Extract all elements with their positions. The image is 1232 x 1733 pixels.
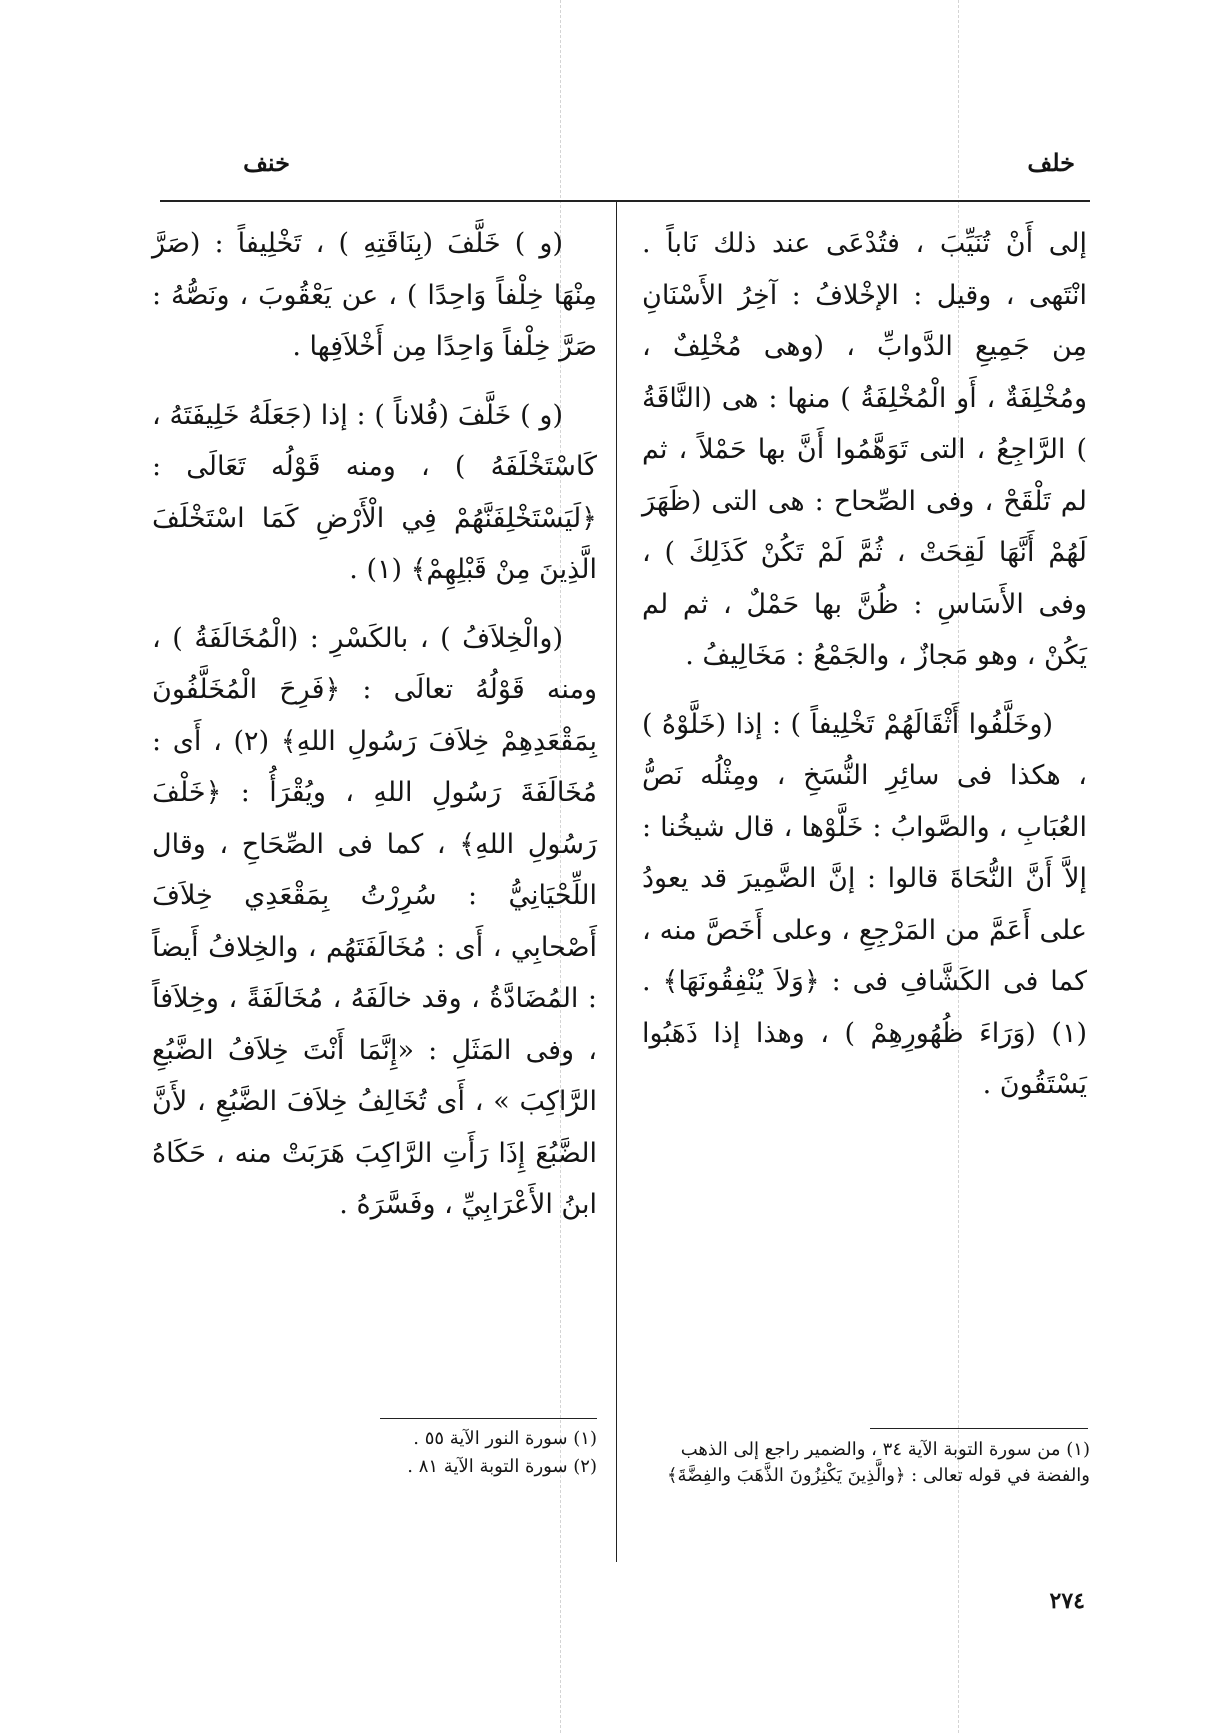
right-column xyxy=(642,218,1087,1128)
header-rule xyxy=(160,200,1090,202)
paragraph: (والْخِلاَفُ ) ، بالكَسْرِ : (الْمُخَالَفَةُ ) ، ومنه قَوْلُهُ تعالَى : ﴿فَرِحَ الْمُخَلَّفُونَ بِمَقْعَدِهِمْ خِلاَفَ رَسُولِ اللهِ﴾ (٢) ، أَى : مُخَالَفَةَ رَسُولِ اللهِ ، ويُقْرَأُ : ﴿خَلْفَ رَسُولِ اللهِ﴾ ، كما فى الصِّحَاحِ ، وقال اللِّحْيَانِيُّ : سُرِرْتُ بِمَقْعَدِي خِلاَفَ أَصْحابِي ، أَى : مُخَالَفَتَهُم ، والخِلافُ أَيضاً : المُضَادَّةُ ، وقد خالَفَهُ ، مُخَالَفَةً ، وخِلاَفاً ، وفى المَثَلِ : «إِنَّمَا أَنْتَ خِلاَفُ الضَّبُعِ الرَّاكِبَ » ، أَى تُخَالِفُ خِلاَفَ الضَّبُعِ ، لأَنَّ الضَّبُعَ إِذَا رَأَتِ الرَّاكِبَ هَرَبَتْ منه ، حَكَاهُ ابنُ الأَعْرَابِيِّ ، وفَسَّرَهُ . xyxy=(152,622,598,1220)
running-head-left: خنف xyxy=(243,148,290,177)
footnotes-right xyxy=(650,1437,1090,1491)
footnote-rule-right xyxy=(870,1428,1088,1429)
footnote-rule-left xyxy=(380,1418,597,1419)
footnotes-left xyxy=(340,1426,597,1482)
footnote: (١) من سورة التوبة الآية ٣٤ ، والضمير راجع إلى الذهب والفضة في قوله تعالى : ﴿والَّذِينَ يَكْنِزُونَ الذَّهَبَ والفِضَّةَ﴾ xyxy=(667,1439,1090,1486)
page-number: ٢٧٤ xyxy=(1049,1588,1085,1614)
paragraph: (وخَلَّفُوا أَثْقَالَهُمْ تَخْلِيفاً ) : إذا (خَلَّوْهُ ) ، هكذا فى سائِرِ النُّسَخِ ، ومِثْلُه نَصُّ العُبَابِ ، والصَّوابُ : خَلَّوْها ، قال شيخُنا : إلاَّ أَنَّ النُّحَاةَ قالوا : إنَّ الضَّمِيرَ قد يعودُ على أَعَمَّ من المَرْجِعِ ، وعلى أَخَصَّ منه ، كما فى الكَشَّافِ فى : ﴿وَلاَ يُنْفِقُونَهَا﴾ . (١) (وَرَاءَ ظُهُورِهِمْ ) ، وهذا إذا ذَهَبُوا يَسْتَقُونَ . xyxy=(642,708,1087,1100)
footnote: (٢) سورة التوبة الآية ٨١ . xyxy=(407,1456,597,1477)
paragraph: (و ) خَلَّفَ (فُلاناً ) : إذا (جَعَلَهُ خَلِيفَتَهُ ، كَاسْتَخْلَفَهُ ) ، ومنه قَوْلُه تَعَالَى : ﴿لَيَسْتَخْلِفَنَّهُمْ فِي الْأَرْضِ كَمَا اسْتَخْلَفَ الَّذِينَ مِنْ قَبْلِهِمْ﴾ (١) . xyxy=(152,399,597,585)
paragraph: (و ) خَلَّفَ (بِنَاقَتِهِ ) ، تَخْلِيفاً : (صَرَّ مِنْهَا خِلْفاً وَاحِدًا ) ، عن يَعْقُوبَ ، ونَصُّهُ : صَرَّ خِلْفاً وَاحِدًا مِن أَخْلاَفِها . xyxy=(152,228,597,362)
running-head-right: خلف xyxy=(1027,148,1075,177)
footnote: (١) سورة النور الآية ٥٥ . xyxy=(413,1428,597,1449)
column-divider xyxy=(616,202,617,1562)
left-column xyxy=(152,218,597,1248)
paragraph: إلى أَنْ تُنَيِّبَ ، فتُدْعَى عند ذلك نَاباً . انْتَهى ، وقيل : الإخْلافُ : آخِرُ الأَسْنَانِ مِن جَمِيعِ الدَّوابِّ ، (وهى مُخْلِفٌ ، ومُخْلِفَةٌ ، أَو الْمُخْلِفَةُ ) منها : هى (النَّاقَةُ ) الرَّاجِعُ ، التى تَوَهَّمُوا أَنَّ بها حَمْلاً ، ثم لم تَلْقَحْ ، وفى الصِّحاح : هى التى (ظَهَرَ لَهُمْ أَنَّهَا لَقِحَتْ ، ثُمَّ لَمْ تَكُنْ كَذَلِكَ ) ، وفى الأَسَاسِ : ظُنَّ بها حَمْلٌ ، ثم لم يَكُنْ ، وهو مَجازٌ ، والجَمْعُ : مَخَالِيفُ . xyxy=(642,228,1087,671)
